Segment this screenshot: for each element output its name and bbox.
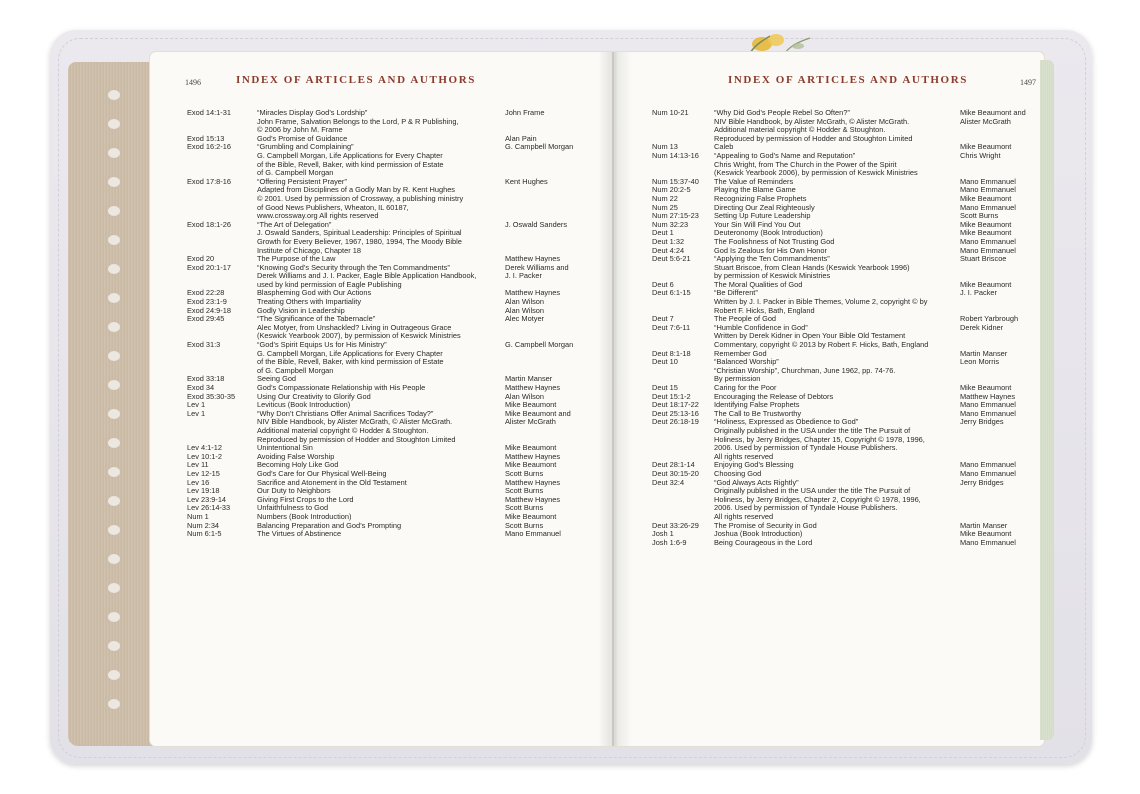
- author-name: Matthew Haynes: [960, 391, 1016, 401]
- thumb-index-tab: [108, 90, 120, 100]
- scripture-reference: Lev 1: [187, 400, 206, 410]
- article-title: Playing the Blame Game: [714, 185, 796, 195]
- article-title: Recognizing False Prophets: [714, 193, 807, 203]
- article-title: The Foolishness of Not Trusting God: [714, 236, 835, 246]
- scripture-reference: Deut 15: [652, 383, 678, 392]
- scripture-reference: Num 27:15-23: [652, 211, 699, 221]
- right-page-number: 1497: [1020, 78, 1036, 87]
- article-title: The Virtues of Abstinence: [257, 529, 342, 539]
- author-name: Alan Wilson: [505, 297, 545, 307]
- thumb-index-tab: [108, 409, 120, 419]
- thumb-index-tab: [108, 235, 120, 245]
- author-name: J. Oswald Sanders: [505, 219, 568, 229]
- author-name: Alan Wilson: [505, 305, 545, 315]
- scripture-reference: Josh 1:6-9: [652, 537, 687, 547]
- article-title: Caleb: [714, 142, 734, 152]
- article-title: Numbers (Book Introduction): [257, 511, 352, 521]
- article-title: “God Always Acts Rightly” Originally published in the USA under the title The Pursuit of Holiness, by Jerry Bridges, Chapter 2, Copyright © 1978, 1996, 2006. Used by permission of Tyndale House Publishers. All rights reserved: [714, 477, 921, 521]
- scripture-reference: Num 6:1-5: [187, 529, 222, 539]
- article-title: The People of God: [714, 314, 777, 324]
- author-name: Leon Morris: [960, 357, 1000, 367]
- index-entry: [652, 255, 1042, 281]
- author-name: Martin Manser: [505, 374, 553, 384]
- article-title: God’s Compassionate Relationship with His People: [257, 383, 426, 392]
- article-title: “Humble Confidence in God” Written by Derek Kidner in Open Your Bible Old Testament Commentary, copyright © 2013 by Robert F. Hicks, Bath, England: [714, 322, 929, 350]
- author-name: Scott Burns: [505, 503, 544, 513]
- thumb-index-tab: [108, 612, 120, 622]
- thumb-index-tab: [108, 525, 120, 535]
- article-title: “Miracles Display God’s Lordship” John Frame, Salvation Belongs to the Lord, P & R Publishing, © 2006 by John M. Frame: [257, 108, 459, 135]
- index-entry: [652, 358, 1042, 384]
- article-title: Treating Others with Impartiality: [257, 297, 362, 307]
- author-name: Chris Wright: [960, 150, 1001, 160]
- thumb-index-tab: [108, 467, 120, 477]
- article-title: Deuteronomy (Book Introduction): [714, 228, 823, 238]
- article-title: Unfaithfulness to God: [257, 503, 329, 513]
- article-title: Godly Vision in Leadership: [257, 305, 345, 315]
- article-title: Identifying False Prophets: [714, 400, 800, 410]
- author-name: Mano Emmanuel: [960, 400, 1016, 410]
- article-title: “The Art of Delegation” J. Oswald Sanders, Spiritual Leadership: Principles of Spiritual Growth for Every Believer, 1967, 1980, 1994, The Moody Bible Institute of Chicago, Chapter 18: [257, 219, 462, 255]
- thumb-index-tab: [108, 380, 120, 390]
- scripture-reference: Num 1: [187, 511, 209, 521]
- scripture-reference: Lev 11: [187, 460, 209, 470]
- scripture-reference: Deut 1:32: [652, 236, 685, 246]
- scripture-reference: Exod 20: [187, 254, 215, 264]
- author-name: Matthew Haynes: [505, 494, 561, 504]
- scripture-reference: Lev 16: [187, 477, 210, 487]
- thumb-index-tab: [108, 148, 120, 158]
- author-name: Mike Beaumont: [960, 142, 1012, 152]
- scripture-reference: Deut 18:17-22: [652, 400, 699, 410]
- right-index-list: [652, 109, 1042, 547]
- author-name: Scott Burns: [505, 520, 544, 530]
- thumb-index-tab: [108, 177, 120, 187]
- article-title: “Why Did God’s People Rebel So Often?” NIV Bible Handbook, by Alister McGrath, © Alister McGrath. Additional material copyright © Hodder & Stoughton. Reproduced by permission of Hodder and Stoughton Limited: [714, 108, 913, 143]
- article-title: Sacrifice and Atonement in the Old Testament: [257, 477, 407, 487]
- scripture-reference: Deut 8:1-18: [652, 348, 691, 358]
- scripture-reference: Lev 10:1-2: [187, 451, 222, 461]
- author-name: Mike Beaumont: [505, 400, 557, 410]
- author-name: Scott Burns: [505, 486, 544, 496]
- author-name: Jerry Bridges: [960, 477, 1004, 487]
- scripture-reference: Deut 6: [652, 279, 674, 289]
- author-name: Mano Emmanuel: [960, 408, 1016, 418]
- scripture-reference: Deut 26:18-19: [652, 417, 699, 427]
- author-name: Mano Emmanuel: [960, 202, 1016, 212]
- author-name: Matthew Haynes: [505, 477, 561, 487]
- scripture-reference: Deut 32:4: [652, 477, 685, 487]
- author-name: Mano Emmanuel: [960, 185, 1016, 195]
- author-name: G. Campbell Morgan: [505, 142, 574, 152]
- thumb-index-tab: [108, 496, 120, 506]
- scripture-reference: Josh 1: [652, 529, 674, 539]
- author-name: Kent Hughes: [505, 176, 548, 186]
- article-title: Giving First Crops to the Lord: [257, 494, 354, 504]
- scripture-reference: Exod 23:1-9: [187, 297, 227, 307]
- article-title: Setting Up Future Leadership: [714, 211, 811, 221]
- article-title: Being Courageous in the Lord: [714, 537, 813, 547]
- author-name: Mano Emmanuel: [960, 537, 1016, 547]
- thumb-index-tab: [108, 554, 120, 564]
- scripture-reference: Deut 1: [652, 228, 674, 238]
- author-name: Mike Beaumont: [960, 228, 1012, 238]
- author-name: Mano Emmanuel: [960, 460, 1016, 470]
- article-title: Joshua (Book Introduction): [714, 529, 803, 539]
- scripture-reference: Num 2:34: [187, 520, 220, 530]
- thumb-index-tab: [108, 293, 120, 303]
- index-entry: [187, 109, 581, 135]
- article-title: The Moral Qualities of God: [714, 279, 803, 289]
- thumb-index-tab: [108, 322, 120, 332]
- article-title: Seeing God: [257, 374, 297, 384]
- index-entry: [187, 315, 581, 341]
- scripture-reference: Num 32:23: [652, 219, 689, 229]
- author-name: Derek Kidner: [960, 322, 1004, 332]
- author-name: J. I. Packer: [960, 288, 997, 298]
- author-name: Mano Emmanuel: [505, 529, 561, 539]
- index-entry: [652, 479, 1042, 522]
- author-name: Mike Beaumont: [960, 193, 1012, 203]
- scripture-reference: Exod 29:45: [187, 314, 225, 324]
- index-entry: [187, 178, 581, 221]
- scripture-reference: Exod 17:8-16: [187, 176, 231, 186]
- article-title: Blaspheming God with Our Actions: [257, 288, 372, 298]
- scripture-reference: Exod 20:1-17: [187, 262, 231, 272]
- author-name: Matthew Haynes: [505, 451, 561, 461]
- author-name: Alec Motyer: [505, 314, 545, 324]
- article-title: Balancing Preparation and God’s Prompting: [257, 520, 402, 530]
- left-page-number: 1496: [185, 78, 201, 87]
- author-name: Alan Wilson: [505, 391, 545, 401]
- article-title: The Purpose of the Law: [257, 254, 336, 264]
- article-title: Encouraging the Release of Debtors: [714, 391, 834, 401]
- scripture-reference: Exod 15:13: [187, 133, 225, 143]
- index-entry: [652, 418, 1042, 461]
- scripture-reference: Lev 26:14-33: [187, 503, 231, 513]
- scripture-reference: Num 20:2-5: [652, 185, 691, 195]
- scripture-reference: Deut 5:6-21: [652, 254, 691, 264]
- scripture-reference: Num 25: [652, 202, 678, 212]
- author-name: Mike Beaumont: [960, 279, 1012, 289]
- author-name: Mano Emmanuel: [960, 468, 1016, 478]
- index-entry: [187, 143, 581, 177]
- scripture-reference: Deut 7: [652, 314, 674, 324]
- author-name: John Frame: [505, 108, 545, 117]
- thumb-index-tab: [108, 641, 120, 651]
- article-title: Enjoying God’s Blessing: [714, 460, 794, 470]
- thumb-index-tab: [108, 583, 120, 593]
- scripture-reference: Num 15:37-40: [652, 176, 699, 186]
- author-name: Martin Manser: [960, 520, 1008, 530]
- scripture-reference: Deut 4:24: [652, 245, 685, 255]
- article-title: The Value of Reminders: [714, 176, 794, 186]
- author-name: Mike Beaumont: [960, 383, 1012, 392]
- right-page-edges: [1040, 60, 1054, 740]
- author-name: Mike Beaumont: [505, 443, 557, 453]
- author-name: Derek Williams and J. I. Packer: [505, 262, 569, 281]
- article-title: “Balanced Worship” “Christian Worship”, Churchman, June 1962, pp. 74-76. By permission: [714, 357, 896, 384]
- author-name: Martin Manser: [960, 348, 1008, 358]
- article-title: Our Duty to Neighbors: [257, 486, 331, 496]
- scripture-reference: Lev 1: [187, 408, 206, 418]
- article-title: Unintentional Sin: [257, 443, 313, 453]
- author-name: Jerry Bridges: [960, 417, 1004, 427]
- scripture-reference: Deut 7:6-11: [652, 322, 691, 332]
- article-title: “Knowing God’s Security through the Ten Commandments” Derek Williams and J. I. Packer, Eagle Bible Application Handbook, used by kind permission of Eagle Publishing: [257, 262, 477, 289]
- index-entry: [652, 539, 1042, 548]
- scripture-reference: Exod 22:28: [187, 288, 225, 298]
- scripture-reference: Exod 24:9-18: [187, 305, 231, 315]
- scripture-reference: Deut 25:13-16: [652, 408, 699, 418]
- article-title: Using Our Creativity to Glorify God: [257, 391, 371, 401]
- scripture-reference: Exod 33:18: [187, 374, 225, 384]
- scripture-reference: Deut 30:15-20: [652, 468, 699, 478]
- article-title: “Appealing to God’s Name and Reputation” Chris Wright, from The Church in the Power of the Spirit (Keswick Yearbook 2006), by permission of Keswick Ministries: [714, 150, 918, 178]
- scripture-reference: Num 14:13-16: [652, 150, 699, 160]
- left-index-list: [187, 109, 581, 539]
- scripture-reference: Num 13: [652, 142, 678, 152]
- scripture-reference: Deut 15:1-2: [652, 391, 691, 401]
- article-title: Directing Our Zeal Righteously: [714, 202, 815, 212]
- author-name: Matthew Haynes: [505, 288, 561, 298]
- article-title: Avoiding False Worship: [257, 451, 335, 461]
- author-name: Matthew Haynes: [505, 383, 561, 392]
- scripture-reference: Exod 16:2-16: [187, 142, 231, 152]
- right-page-title: INDEX OF ARTICLES AND AUTHORS: [728, 74, 968, 86]
- index-entry: [652, 324, 1042, 350]
- article-title: “God’s Spirit Equips Us for His Ministry” G. Campbell Morgan, Life Applications for Every Chapter of the Bible, Revell, Baker, with kind permission of Estate of G. Campbell Morgan: [257, 340, 444, 375]
- article-title: “Holiness, Expressed as Obedience to God” Originally published in the USA under the title The Pursuit of Holiness, by Jerry Bridges, Chapter 15, Copyright © 1978, 1996, 2006. Used by permission of Tyndale House Publishers. All rights reserved: [714, 417, 925, 461]
- index-entry: [187, 410, 581, 444]
- author-name: Mike Beaumont: [960, 529, 1012, 539]
- author-name: Stuart Briscoe: [960, 254, 1007, 264]
- scripture-reference: Exod 34: [187, 383, 215, 392]
- author-name: Scott Burns: [505, 468, 544, 478]
- index-entry: [187, 530, 581, 539]
- author-name: Mike Beaumont and Alister McGrath: [505, 408, 571, 427]
- author-name: Matthew Haynes: [505, 254, 561, 264]
- article-title: God’s Care for Our Physical Well-Being: [257, 468, 387, 478]
- scripture-reference: Exod 35:30-35: [187, 391, 236, 401]
- article-title: Caring for the Poor: [714, 383, 777, 392]
- author-name: Mike Beaumont: [505, 460, 557, 470]
- scripture-reference: Deut 28:1-14: [652, 460, 695, 470]
- article-title: “The Significance of the Tabernacle” Alec Motyer, from Unshackled? Living in Outrageous Grace (Keswick Yearbook 2007), by permission of Keswick Ministries: [257, 314, 461, 341]
- book-gutter: [598, 52, 632, 746]
- index-entry: [652, 109, 1042, 143]
- author-name: Mano Emmanuel: [960, 176, 1016, 186]
- scripture-reference: Num 22: [652, 193, 678, 203]
- thumb-index-tab: [108, 206, 120, 216]
- scripture-reference: Lev 23:9-14: [187, 494, 227, 504]
- scripture-reference: Num 10-21: [652, 108, 689, 117]
- scripture-reference: Exod 31:3: [187, 340, 221, 350]
- article-title: “Applying the Ten Commandments” Stuart Briscoe, from Clean Hands (Keswick Yearbook 1996) by permission of Keswick Ministries: [714, 254, 910, 281]
- scripture-reference: Deut 33:26-29: [652, 520, 699, 530]
- article-title: “Why Don’t Christians Offer Animal Sacrifices Today?” NIV Bible Handbook, by Alister McGrath, © Alister McGrath. Additional material copyright © Hodder & Stoughton. Reproduced by permission of Hodder and Stoughton Limited: [257, 408, 456, 444]
- author-name: Alan Pain: [505, 133, 537, 143]
- index-entry: [187, 264, 581, 290]
- article-title: The Promise of Security in God: [714, 520, 817, 530]
- article-title: God’s Promise of Guidance: [257, 133, 348, 143]
- author-name: Mike Beaumont and Alister McGrath: [960, 108, 1026, 126]
- article-title: “Offering Persistent Prayer” Adapted from Disciplines of a Godly Man by R. Kent Hughes © 2001. Used by permission of Crossway, a publishing ministry of Good News Publishers, Wheaton, IL 60187, www.crossway.org All rights reserved: [257, 176, 464, 221]
- article-title: Your Sin Will Find You Out: [714, 219, 801, 229]
- index-entry: [187, 341, 581, 375]
- article-title: Becoming Holy Like God: [257, 460, 339, 470]
- article-title: Leviticus (Book Introduction): [257, 400, 351, 410]
- index-entry: [187, 221, 581, 255]
- thumb-index-tab: [108, 119, 120, 129]
- article-title: “Grumbling and Complaining” G. Campbell Morgan, Life Applications for Every Chapter of the Bible, Revell, Baker, with kind permission of Estate of G. Campbell Morgan: [257, 142, 444, 178]
- thumb-index-tab: [108, 699, 120, 709]
- scripture-reference: Exod 14:1-31: [187, 108, 231, 117]
- thumb-index-tab: [108, 670, 120, 680]
- author-name: Mike Beaumont: [505, 511, 557, 521]
- author-name: Mano Emmanuel: [960, 245, 1016, 255]
- author-name: Mike Beaumont: [960, 219, 1012, 229]
- article-title: Choosing God: [714, 468, 762, 478]
- thumb-index-tab: [108, 438, 120, 448]
- author-name: Robert Yarbrough: [960, 314, 1019, 324]
- author-name: Scott Burns: [960, 211, 999, 221]
- article-title: The Call to Be Trustworthy: [714, 408, 802, 418]
- scripture-reference: Lev 4:1-12: [187, 443, 222, 453]
- article-title: Remember God: [714, 348, 767, 358]
- left-page-title: INDEX OF ARTICLES AND AUTHORS: [236, 74, 476, 86]
- scripture-reference: Exod 18:1-26: [187, 219, 231, 229]
- article-title: “Be Different” Written by J. I. Packer in Bible Themes, Volume 2, copyright © by Robert F. Hicks, Bath, England: [714, 288, 928, 315]
- index-entry: [652, 152, 1042, 178]
- author-name: G. Campbell Morgan: [505, 340, 574, 350]
- scripture-reference: Deut 6:1-15: [652, 288, 691, 298]
- scripture-reference: Lev 12-15: [187, 468, 220, 478]
- index-entry: [652, 289, 1042, 315]
- author-name: Mano Emmanuel: [960, 236, 1016, 246]
- thumb-index-tab: [108, 351, 120, 361]
- article-title: God Is Zealous for His Own Honor: [714, 245, 827, 255]
- thumb-index-tab: [108, 264, 120, 274]
- scripture-reference: Lev 19:18: [187, 486, 220, 496]
- scripture-reference: Deut 10: [652, 357, 678, 367]
